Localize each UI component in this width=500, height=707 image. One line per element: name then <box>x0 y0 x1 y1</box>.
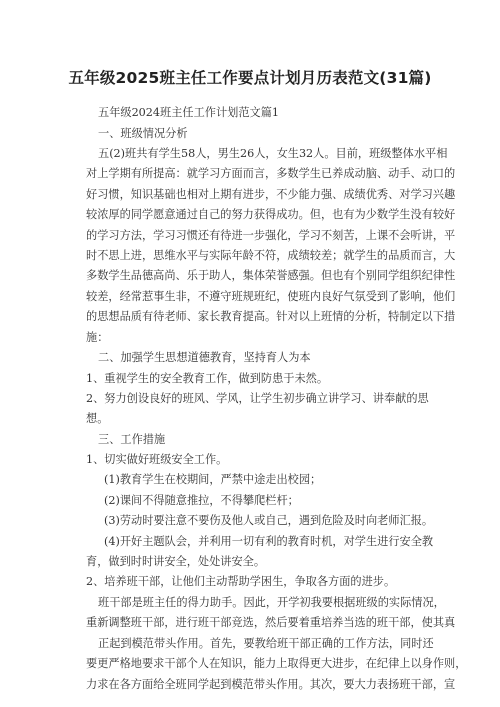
paragraph-line: 1、切实做好班级安全工作。 <box>86 453 228 466</box>
section-heading: 一、班级情况分析 <box>98 127 188 140</box>
paragraph-line: 想。 <box>86 412 109 425</box>
paragraph-line: 五(2)班共有学生58人，男生26人，女生32人。目前，班级整体水平相 <box>98 147 448 160</box>
paragraph-line: 1、重视学生的安全教育工作，做到防患于未然。 <box>86 372 329 385</box>
paragraph-line: 施： <box>86 331 109 344</box>
paragraph-line: 较差，经常惹事生非，不遵守班规班纪，使班内良好气氛受到了影响，他们 <box>86 290 456 303</box>
paragraph-line: 班干部是班主任的得力助手。因此，开学初我要根据班级的实际情况， <box>98 596 445 609</box>
paragraph-line: 多数学生品德高尚、乐于助人，集体荣誉感强。但也有个别同学组织纪律性 <box>86 269 456 282</box>
section-heading: 三、工作措施 <box>98 433 166 446</box>
list-item: (4)开好主题队会，并利用一切有利的教育时机，对学生进行安全教 <box>104 535 434 548</box>
list-item: (1)教育学生在校期间，严禁中途走出校园； <box>104 473 322 486</box>
paragraph-line: 的学习方法，学习习惯还有待进一步强化，学习不刻苦，上课不会听讲，平 <box>86 229 456 242</box>
document-title: 五年级2025班主任工作要点计划月历表范文(31篇) <box>68 69 432 87</box>
paragraph-line: 2、培养班干部，让他们主动帮助学困生，争取各方面的进步。 <box>86 575 396 588</box>
paragraph-line: 好习惯，知识基础也相对上期有进步，不少能力强、成绩优秀、对学习兴趣 <box>86 188 456 201</box>
section-heading: 五年级2024班主任工作计划范文篇1 <box>98 106 280 119</box>
paragraph-line: 力求在各方面给全班同学起到模范带头作用。其次，要大力表扬班干部，宣 <box>86 678 456 691</box>
section-heading: 二、加强学生思想道德教育，坚持育人为本 <box>98 351 311 364</box>
list-item: (3)劳动时要注意不要伤及他人或自己，遇到危险及时向老师汇报。 <box>104 514 434 527</box>
list-item: (2)课间不得随意推拉，不得攀爬栏杆； <box>104 494 299 507</box>
paragraph-line: 2、努力创设良好的班风、学风，让学生初步确立讲学习、讲奉献的思 <box>86 392 429 405</box>
paragraph-line: 要更严格地要求干部个人在知识，能力上取得更大进步，在纪律上以身作则， <box>86 657 467 670</box>
paragraph-line: 正起到模范带头作用。首先，要教给班干部正确的工作方法，同时还 <box>98 637 434 650</box>
paragraph-line: 对上学期有所提高：就学习方面而言，多数学生已养成动脑、动手、动口的 <box>86 167 456 180</box>
paragraph-line: 育，做到时时讲安全，处处讲安全。 <box>86 555 266 568</box>
paragraph-line: 较浓厚的同学愿意通过自己的努力获得成功。但，也有为少数学生没有较好 <box>86 208 456 221</box>
paragraph-line: 的思想品质有待老师、家长教育提高。针对以上班情的分析，特制定以下措 <box>86 310 456 323</box>
paragraph-line: 时不思上进，思维水平与实际年龄不符，成绩较差；就学生的品质而言，大 <box>86 249 456 262</box>
paragraph-line: 重新调整班干部，进行班干部竞选，然后要着重培养当选的班干部，使其真 <box>86 616 456 629</box>
